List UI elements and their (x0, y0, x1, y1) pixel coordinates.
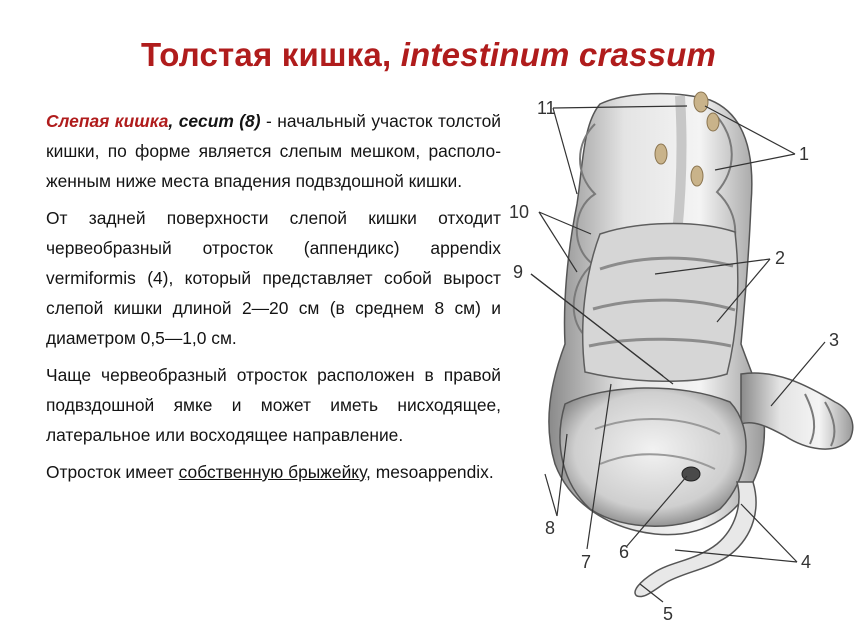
taenia (677, 96, 681, 234)
paragraph-mesoappendix (46, 457, 501, 487)
label-9: 9 (513, 262, 524, 282)
paragraph-cecum-text: - начальный участок толстой кишки, по форме является слепым мешком, располо-женным ниже места впадения подвздошной кишки. (46, 111, 501, 191)
label-2: 2 (775, 248, 786, 268)
comma: , (168, 111, 179, 131)
label-3: 3 (829, 330, 840, 350)
label-6: 6 (619, 542, 630, 562)
label-1: 1 (799, 144, 810, 164)
label-10: 10 (509, 202, 530, 222)
label-4: 4 (801, 552, 812, 572)
title-prefix: Толстая кишка, (140, 36, 401, 73)
mesoappendix-underlined: собственную брыжейку (178, 462, 367, 482)
cecum-pouch (560, 388, 746, 526)
label-7: 7 (581, 552, 592, 572)
paragraph-position: Чаще червеобразный отросток расположен в правой подвздошной ямке и может иметь нисходящее, латеральное или восходящее направление. (46, 365, 501, 445)
body-text (46, 106, 501, 494)
paragraph-appendix: От задней поверхности слепой кишки отходит червеобразный отросток (аппендикс) appendix vermiformis (4), который представляет собой вырост слепой кишки длиной 2—20 см (в среднем 8 см) и диаметром 0,5—1,0 см. (46, 208, 501, 348)
page-title (0, 36, 857, 74)
cecum-drawing (505, 84, 857, 639)
label-11: 11 (537, 98, 556, 118)
term-cecum: Слепая кишка (46, 111, 169, 131)
mesoappendix-before: Отросток имеет (46, 462, 179, 482)
title-latin: intestinum crassum (400, 36, 717, 73)
anatomy-illustration (505, 84, 857, 639)
latin-cecum: cecum (8) (178, 111, 261, 131)
paragraph-cecum (46, 106, 501, 196)
label-8: 8 (545, 518, 556, 538)
label-5: 5 (663, 604, 674, 624)
mesoappendix-after: , mesoappendix. (366, 462, 494, 482)
opened-wall (583, 224, 738, 382)
